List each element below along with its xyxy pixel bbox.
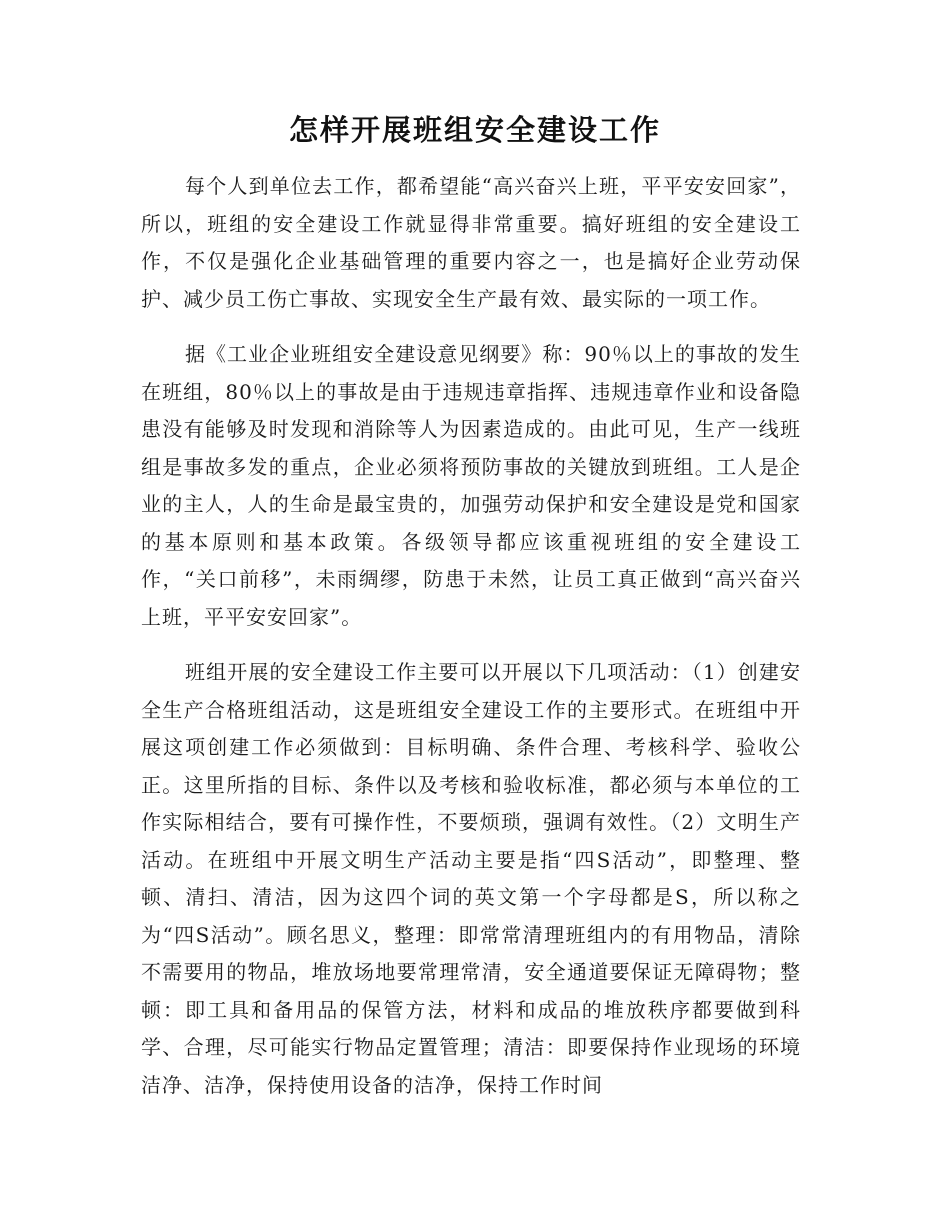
- paragraph: 每个人到单位去工作，都希望能“高兴奋兴上班，平平安安回家”，所以，班组的安全建设工作就显得非常重要。搞好班组的安全建设工作，不仅是强化企业基础管理的重要内容之一，也是搞好企业劳动保护、减少员工伤亡事故、实现安全生产最有效、最实际的一项工作。: [141, 174, 801, 311]
- paragraph: 班组开展的安全建设工作主要可以开展以下几项活动：（1）创建安全生产合格班组活动，这是班组安全建设工作的主要形式。在班组中开展这项创建工作必须做到：目标明确、条件合理、考核科学、验收公正。这里所指的目标、条件以及考核和验收标准，都必须与本单位的工作实际相结合，要有可操作性，不要烦琐，强调有效性。（2）文明生产活动。在班组中开展文明生产活动主要是指“四S活动”，即整理、整顿、清扫、清洁，因为这四个词的英文第一个字母都是S，所以称之为“四S活动”。顾名思义，整理：即常常清理班组内的有用物品，清除不需要用的物品，堆放场地要常理常清，安全通道要保证无障碍物；整顿：即工具和备用品的保管方法，材料和成品的堆放秩序都要做到科学、合理，尽可能实行物品定置管理；清洁：即要保持作业现场的环境洁净、洁净，保持使用设备的洁净，保持工作时间: [141, 660, 801, 1097]
- document-title: 怎样开展班组安全建设工作: [288, 113, 661, 147]
- document-body: [141, 168, 801, 1122]
- paragraph: 据《工业企业班组安全建设意见纲要》称：90％以上的事故的发生在班组，80％以上的事故是由于违规违章指挥、违规违章作业和设备隐患没有能够及时发现和消除等人为因素造成的。由此可见，生产一线班组是事故多发的重点，企业必须将预防事故的关键放到班组。工人是企业的主人，人的生命是最宝贵的，加强劳动保护和安全建设是党和国家的基本原则和基本政策。各级领导都应该重视班组的安全建设工作，“关口前移”，未雨绸缪，防患于未然，让员工真正做到“高兴奋兴上班，平平安安回家”。: [141, 342, 801, 629]
